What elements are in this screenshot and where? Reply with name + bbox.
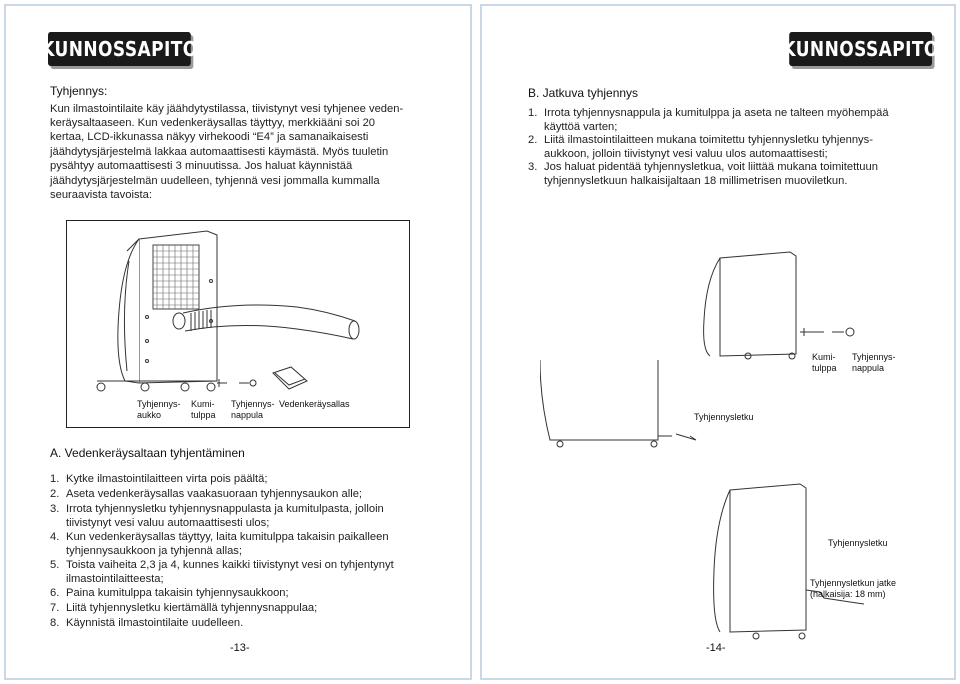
step-text: tyhjennysletkuun halkaisijaltaan 18 millimetrisen muoviletkun. — [544, 175, 848, 187]
step-number: 8. — [50, 617, 60, 629]
intro-line: kertaa, LCD-ikkunassa näkyy virhekoodi “E4” ja samanaikaisesti — [50, 131, 369, 143]
label-line: aukko — [137, 409, 162, 420]
step-text: Paina kumitulppa takaisin tyhjennysaukkoon; — [66, 587, 289, 599]
step-number: 1. — [50, 473, 60, 485]
step-item — [528, 106, 938, 134]
label-rubber-plug — [191, 399, 216, 420]
label-line: nappula — [852, 362, 885, 373]
step-text: Irrota tyhjennysletku tyhjennysnappulasta ja kumitulpasta, jolloin — [66, 503, 384, 515]
step-number: 2. — [50, 488, 60, 500]
kunnossapito-banner-right: KUNNOSSAPITO — [789, 32, 932, 66]
step-text: Irrota tyhjennysnappula ja kumitulppa ja aseta ne talteen myöhempää — [544, 107, 889, 119]
label-line: Kumi- — [191, 399, 215, 409]
label-drain-hole — [137, 399, 181, 420]
label-line: Kumi- — [812, 352, 836, 362]
step-text: tyhjennysaukkoon ja tyhjennä allas; — [66, 545, 243, 557]
label-drain-hose: Tyhjennysletku — [694, 412, 754, 422]
label-rubber-plug-right — [812, 352, 837, 373]
step-item — [528, 133, 938, 161]
step-item — [50, 586, 460, 600]
intro-line: pysähtyy automaattisesti 3 minuutissa. Jos haluat käynnistää — [50, 160, 353, 172]
page-number-left: -13- — [230, 642, 250, 654]
label-line: nappula — [231, 409, 264, 420]
step-item — [50, 530, 460, 558]
step-text: Kytke ilmastointilaitteen virta pois päältä; — [66, 473, 268, 485]
intro-line: keräysaltaaseen. Kun vedenkeräysallas täyttyy, merkkiääni soi 20 — [50, 117, 376, 129]
step-number: 7. — [50, 602, 60, 614]
step-text: aukkoon, jolloin tiivistynyt vesi valuu ulos automaattisesti; — [544, 148, 828, 160]
step-item — [50, 616, 460, 630]
step-text: Liitä ilmastointilaitteen mukana toimitettu tyhjennysletku tyhjennys- — [544, 134, 873, 146]
page-number-right: -14- — [706, 642, 726, 654]
label-hose-extension — [810, 578, 896, 599]
label-line: Tyhjennys- — [852, 352, 896, 362]
step-text: Käynnistä ilmastointilaite uudelleen. — [66, 617, 244, 629]
step-item — [50, 487, 460, 501]
label-drain-knob — [231, 399, 275, 420]
step-text: Aseta vedenkeräysallas vaakasuoraan tyhjennysaukon alle; — [66, 488, 363, 500]
step-text: Toista vaiheita 2,3 ja 4, kunnes kaikki tiivistynyt vesi on tyhjentynyt — [66, 559, 394, 571]
section-b-title: B. Jatkuva tyhjennys — [528, 86, 639, 100]
step-text: Jos haluat pidentää tyhjennysletkua, voit liittää mukana toimitettuun — [544, 161, 878, 173]
left-heading: Tyhjennys: — [50, 84, 108, 98]
step-text: käyttöä varten; — [544, 121, 618, 133]
step-number: 2. — [528, 134, 538, 146]
step-text: Liitä tyhjennysletku kiertämällä tyhjennysnappulaa; — [66, 602, 318, 614]
step-item — [50, 502, 460, 530]
label-basin: Vedenkeräysallas — [279, 399, 350, 409]
label-line: Tyhjennys- — [137, 399, 181, 409]
step-number: 5. — [50, 559, 60, 571]
label-line: tulppa — [191, 409, 216, 420]
section-a-title: A. Vedenkeräysaltaan tyhjentäminen — [50, 446, 245, 460]
step-text: Kun vedenkeräysallas täyttyy, laita kumitulppa takaisin paikalleen — [66, 531, 389, 543]
kunnossapito-banner-left: KUNNOSSAPITO — [48, 32, 191, 66]
label-drain-knob-right — [852, 352, 896, 373]
ac-unit-drawing — [67, 221, 411, 429]
continuous-drain-drawing-2 — [700, 480, 920, 650]
step-number: 6. — [50, 587, 60, 599]
step-number: 3. — [528, 161, 538, 173]
step-item — [50, 472, 460, 486]
step-item — [528, 160, 938, 188]
step-text: ilmastointilaitteesta; — [66, 573, 164, 585]
step-item — [50, 601, 460, 615]
intro-line: seuraavista tavoista: — [50, 189, 152, 201]
step-text: tiivistynyt vesi valuu automaattisesti ulos; — [66, 517, 270, 529]
intro-line: Kun ilmastointilaite käy jäähdytystilassa, tiivistynyt vesi tyhjenee veden- — [50, 103, 404, 115]
step-item — [50, 558, 460, 586]
step-number: 4. — [50, 531, 60, 543]
intro-line: jäähdytysjärjestelmä lakkaa automaattisesti käymästä. Myös tuuletin — [50, 146, 389, 158]
label-line: tulppa — [812, 362, 837, 373]
label-line: Tyhjennys- — [231, 399, 275, 409]
label-line: (halkaisija: 18 mm) — [810, 588, 886, 599]
step-number: 3. — [50, 503, 60, 515]
drain-basin-figure — [66, 220, 410, 428]
step-number: 1. — [528, 107, 538, 119]
intro-line: jäähdytysjärjestelmän uudelleen, tyhjennä vesi jommalla kummalla — [50, 175, 380, 187]
label-drain-hose-2: Tyhjennysletku — [828, 538, 888, 548]
label-line: Tyhjennysletkun jatke — [810, 578, 897, 588]
